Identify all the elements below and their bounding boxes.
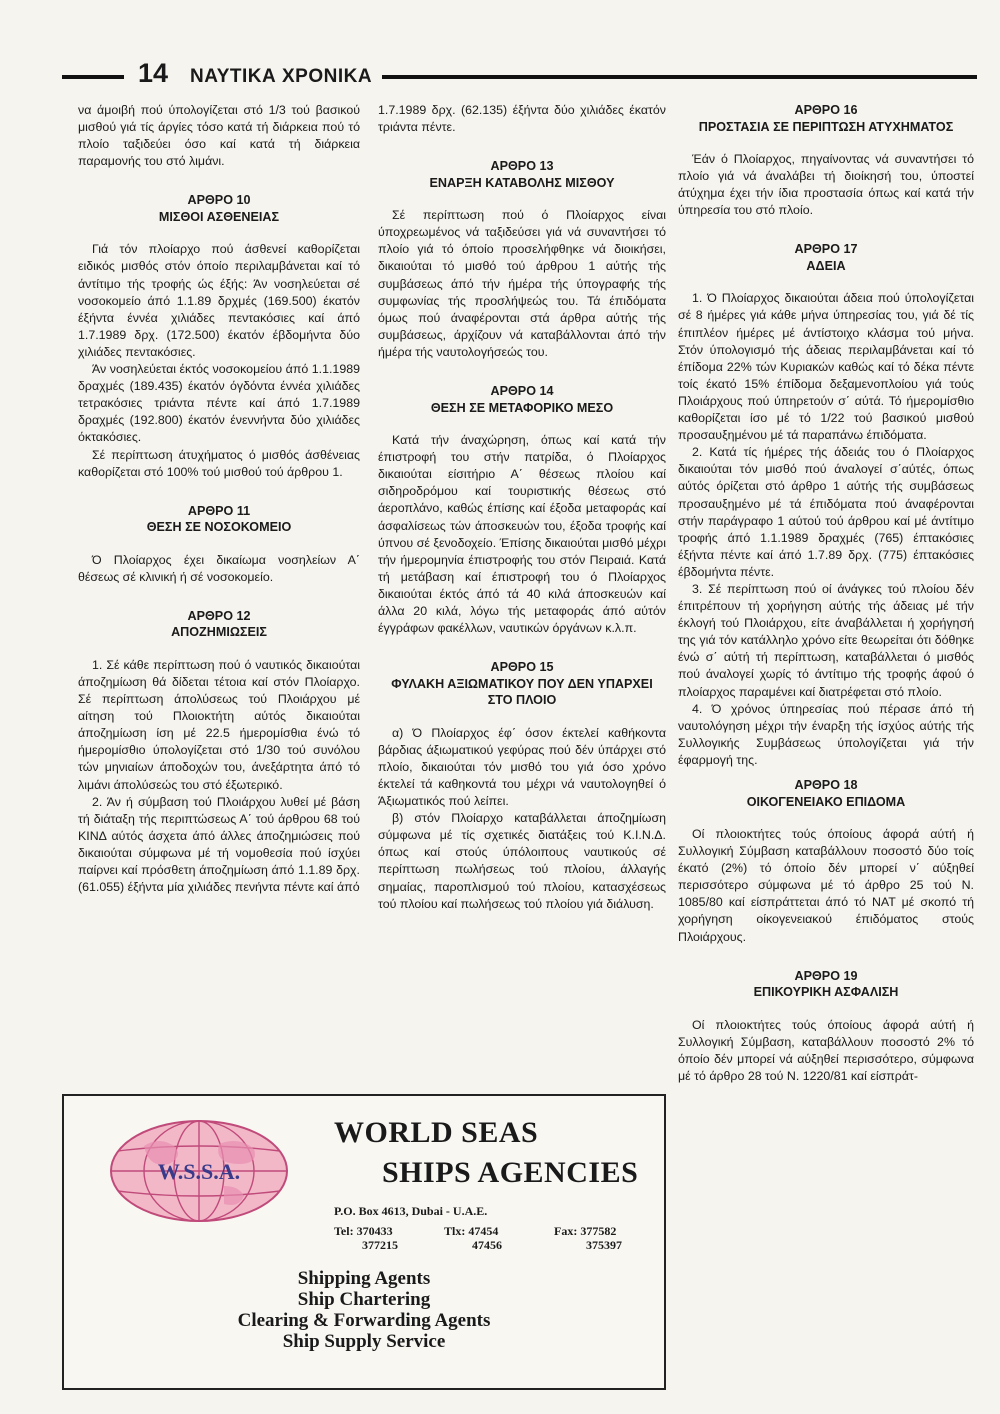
fax-number-1: 377582 [580,1224,617,1238]
contact-numbers [334,1224,622,1252]
article-17-number: ΑΡΘΡΟ 17 [794,242,858,257]
tel-label: Tel: [334,1224,354,1238]
logo-text: W.S.S.A. [157,1159,241,1184]
company-address: P.O. Box 4613, Dubai - U.A.E. [334,1204,488,1218]
company-name-line1: WORLD SEAS [334,1116,539,1149]
article-17-paragraph: 4. Ό χρόνος ύπηρεσίας πού πέρασε άπό τή ναυτολόγηση μέχρι τήν έναρξη τής ίσχύος αύτής τής Συλλογικής Συμβάσεως ύπολογίζεται γιά τήν έφαρμογή της. [678,701,974,767]
article-13-number: ΑΡΘΡΟ 13 [490,159,554,174]
article-19-title: ΕΠΙΚΟΥΡΙΚΗ ΑΣΦΑΛΙΣΗ [753,985,899,1000]
article-19-paragraph: Οί πλοιοκτήτες τούς όποίους άφορά αύτή ή Συλλογική Σύμβαση, καταβάλλουν ποσοστό 2% τό όποίο δέν μπορεί νά αύξηθεί περισσότερο, σύμφωνα μέ τό άρθρο 28 τού Ν. 1220/81 καί είσπράτ- [678,1017,974,1083]
article-12-paragraph: 2. Άν ή σύμβαση τού Πλοιάρχου λυθεί μέ βάση τή διάταξη τής περιπτώσεως Α΄ τού άρθρου 68 τού ΚΙΝΔ αύτός άσχετα άπό άλλες άποζημιώσεις πού δικαιούται σύμφωνα μέ τή νομοθεσία πού ίσχύει παίρνει καί πρόσθετη άποζημίωση άπό 1.1.89 δρχ. (61.055) έξήντα μία χιλιάδες πενήντα πέντε καί άπό [78,794,360,895]
continued-paragraph: να άμοιβή πού ύπολογίζεται στό 1/3 τού βασικού μισθού γιά τίς άργίες τόσο κατά τή διάρκεια πού τό πλοίο ταξιδεύει όσο καί κατά τή διάρκεια παραμονής του στό λιμάνι. [78,103,360,169]
page-header [62,58,977,88]
article-18-number: ΑΡΘΡΟ 18 [794,778,858,792]
article-11-number: ΑΡΘΡΟ 11 [187,503,251,518]
column-2 [378,102,666,913]
article-14-paragraph: Κατά τήν άναχώρηση, όπως καί κατά τήν έπιστροφή του στήν πατρίδα, ό Πλοίαρχος δικαιούται είσιτήριο Α΄ θέσεως πλοίου καί σιδηροδρόμου καί τουριστικής θέσεως στό άεροπλάνο, καθώς έπίσης καί έξοδα μεταφοράς καί άσφαλίσεως τών άποσκευών του, έξοδα τροφής καί ύπνου σέ ξενοδοχείο. Έπίσης δικαιούται μισθό μέχρι τήν ήμερομηνία έπιστροφής του στόν Πειραιά. Κατά τή μετάβαση καί έπιστροφή του ό Πλοίαρχος δικαιούται έκτός άπό τά 40 κιλά άποσκευών καί άλλα 20 κιλά, λόγω τής μεταφοράς άπό αύτόν έγγράφων φακέλλων, ναυτικών όργάνων κ.λ.π. [378,433,666,636]
page-number: 14 [138,58,169,88]
wssa-globe-logo [104,1116,294,1226]
telex-number-2: 47456 [472,1238,502,1252]
service-item: Ship Chartering [297,1289,431,1310]
telex-number-1: 47454 [468,1224,499,1238]
article-11-paragraph: Ό Πλοίαρχος έχει δικαίωμα νοσηλείων Α΄ θέσεως σέ κλινική ή σέ νοσοκομείο. [78,552,360,584]
service-item: Clearing & Forwarding Agents [237,1310,491,1331]
column-3 [678,102,974,1085]
article-15-title: ΦΥΛΑΚΗ ΑΞΙΩΜΑΤΙΚΟΥ ΠΟΥ ΔΕΝ ΥΠΑΡΧΕΙ ΣΤΟ ΠΛΟΙΟ [391,676,653,708]
article-11-title: ΘΕΣΗ ΣΕ ΝΟΣΟΚΟΜΕΙΟ [146,520,292,535]
tel-number-1: 370433 [356,1224,393,1238]
service-item: Shipping Agents [297,1268,431,1289]
article-12-paragraph: 1. Σέ κάθε περίπτωση πού ό ναυτικός δικαιούται άποζημίωση θά δίδεται τέτοια καί στόν Πλοίαρχο. Σέ περίπτωση άπολύσεως τού Πλοιάρχου μέ αίτηση τού Πλοιοκτήτη αύτός δικαιούται άποζημίωση ίση μέ 22.5 ήμερομίσθια ένώ τό ήμερομίσθιο ύπολογίζεται στό 1/30 τού συνόλου τών μηνιαίων άποδοχών του, άνεξάρτητα άπό τό λιμάνι άπολύσεώς του στό έξωτερικό. [78,657,360,792]
article-10-number: ΑΡΘΡΟ 10 [187,193,251,208]
article-10-title: ΜΙΣΘΟΙ ΑΣΘΕΝΕΙΑΣ [158,209,280,224]
service-item: Ship Supply Service [282,1331,446,1352]
article-17-paragraph: 2. Κατά τίς ήμέρες τής άδειάς του ό Πλοίαρχος δικαιούται τόν μισθό πού άναλογεί σ΄αύτές, όπως αύτός όρίζεται στό άρθρο 1 αύτής τής συμβάσεως προσαυξημένο μέ τά έπιδόματα πού άναφέρονται στήν παράγραφο 1 αύτού τού άρθρου καί μέ άντίτιμο τροφής άπό 1.1.1989 δραχμές (765) έπτακόσιες έξήντα πέντε καί άπό 1.7.89 δρχ. (775) έπτακόσιες έβδομήντα πέντε. [678,445,974,579]
header-rule-left [62,75,124,79]
article-17-title: ΑΔΕΙΑ [806,258,846,273]
article-17-paragraph: 1. Ό Πλοίαρχος δικαιούται άδεια πού ύπολογίζεται σέ 8 ήμέρες γιά κάθε μήνα ύπηρεσίας του, γιά δέ τίς έπιπλέον ήμέρες μέ άντίστοιχο κλάσμα τού μήνα. Στόν ύπολογισμό τής άδειας περιλαμβάνεται καί τό έπίδομα 22% τών Κυριακών καθώς καί τό δέκα πέντε τοίς έκατό 15% έπίδομα δεξαμενοπλοίου γιά τούς Πλοιάρχους πού ύπηρετούν σ΄ αύτά. Τό ήμερομίσθιο καθορίζεται ίσο μέ τό 1/22 τού βασικού μισθού προσαυξημένου μέ τά παραπάνω έπιδόματα. [678,291,974,443]
article-16-paragraph: Έάν ό Πλοίαρχος, πηγαίνοντας νά συναντήσει τό πλοίο γιά νά άναλάβει τή διοίκησή του, ύποστεί άτύχημα έχει τήν ίδια προστασία όπως καί κατά τήν ύπηρεσία του στό πλοίο. [678,152,974,218]
tel-number-2: 377215 [362,1238,398,1252]
article-18-paragraph: Οί πλοιοκτήτες τούς όποίους άφορά αύτή ή Συλλογική Σύμβαση καταβάλλουν ποσοστό δύο τοίς έκατό (2%) τό όποίο δέν μπορεί ν΄ αύξηθεί περισσότερο σύμφωνα μέ τό άρθρο 25 τού Ν. 1085/80 καί είσπράττεται άπό τό ΝΑΤ μέ σκοπό τή χορήγηση οίκογενειακού έπιδόματος στούς Πλοιάρχους. [678,827,974,944]
article-12-title: ΑΠΟΖΗΜΙΩΣΕΙΣ [171,625,267,640]
article-12-number: ΑΡΘΡΟ 12 [187,608,251,623]
telex-label: Tlx: [444,1224,466,1238]
fax-label: Fax: [554,1224,578,1238]
article-16-number: ΑΡΘΡΟ 16 [794,103,858,117]
article-15-number: ΑΡΘΡΟ 15 [490,660,554,675]
publication-title: ΝΑΥΤΙΚΑ ΧΡΟΝΙΚΑ [190,66,373,87]
article-19-number: ΑΡΘΡΟ 19 [794,968,858,983]
article-17-paragraph: 3. Σέ περίπτωση πού οί άνάγκες τού πλοίου δέν έπιτρέπουν τή χορήγηση αύτής τής άδειας μέ τήν έκλογή τού Πλοιάρχου, είτε άναβάλλεται ή χορήγησή της γιά τόν κατάλληλο χρόνο είτε θεωρείται ότι δόθηκε ένώ σ΄ αύτή τή περίπτωση, καταβάλλεται ό μισθός πού άναλογεί χωρίς τό άντίτιμο τής τροφής άφού ό πλοίαρχος παραμένει καί διατρέφεται στό πλοίο. [678,581,974,699]
article-18-title: ΟΙΚΟΓΕΝΕΙΑΚΟ ΕΠΙΔΟΜΑ [746,794,906,809]
fax-number-2: 375397 [586,1238,622,1252]
column-1 [78,102,360,896]
article-13-paragraph: Σέ περίπτωση πού ό Πλοίαρχος είναι ύποχρεωμένος νά ταξιδεύσει γιά νά συναντήσει τό πλοίο γιά τό όποίο προσελήφθηκε νά διοικήσει, δικαιούται τό μισθό τού άρθρου 1 αύτής τής συμβάσεως άπό τήν ήμέρα τής ύπογραφής τής συμφωνίας τής προσλήψεώς του. Τά έπιδόματα όμως πού άναφέρονται στά άρθρα αύτής τής συμβάσεως, άρχίζουν νά καταβάλλονται άπό τήν ήμέρα τής ναυτολογήσεώς του. [378,208,666,359]
company-name-line2: SHIPS AGENCIES [382,1156,639,1189]
services-list [64,1268,664,1352]
advertisement-box [62,1094,666,1390]
article-10-paragraph: Σέ περίπτωση άτυχήματος ό μισθός άσθένειας καθορίζεται στό 100% τού μισθού τού άρθρου 1. [78,447,360,479]
article-15-paragraph: β) στόν Πλοίαρχο καταβάλλεται άποζημίωση σύμφωνα μέ τίς σχετικές διατάξεις τού Κ.Ι.Ν.Δ. όπως καί στούς ύπόλοιπους ναυτικούς σέ περίπτωση πωλήσεως τού πλοίου, άλλαγής σημαίας, παροπλισμού τού πλοίου, κατασχέσεως τού πλοίου καί πωλήσεως τού πλοίου γιά διάλυση. [378,811,666,911]
article-13-title: ΕΝΑΡΞΗ ΚΑΤΑΒΟΛΗΣ ΜΙΣΘΟΥ [429,175,615,190]
continued-paragraph: 1.7.1989 δρχ. (62.135) έξήντα δύο χιλιάδες έκατόν τριάντα πέντε. [378,103,666,135]
header-rule-right [382,75,977,79]
article-15-paragraph: α) Ό Πλοίαρχος έφ΄ όσον έκτελεί καθήκοντα βάρδιας άξιωματικού γεφύρας πού δέν ύπάρχει στό πλοίο, δικαιούται τόν μισθό του γιά όσο χρόνο έκτελεί τά καθηκοντά του μέχρι νά ναυτολογηθεί ό Άξιωματικός πού λείπει. [378,725,666,809]
article-14-title: ΘΕΣΗ ΣΕ ΜΕΤΑΦΟΡΙΚΟ ΜΕΣΟ [430,400,614,415]
article-14-number: ΑΡΘΡΟ 14 [490,384,554,399]
article-10-paragraph: Γιά τόν πλοίαρχο πού άσθενεί καθορίζεται ειδικός μισθός στόν όποίο περιλαμβάνεται καί τό άντίτιμο τής τροφής ώς έξής: Άν νοσηλεύεται σέ νοσοκομείο άπό 1.1.89 δρχμές (169.500) έκατόν έξήντα έννέα χιλιάδες πεντακόσιες καί άπό 1.7.1989 δρχ. (172.500) έκατόν έβδομήντα δύο χιλιάδες πεντακόσιες. [78,242,360,359]
article-10-paragraph: Άν νοσηλεύεται έκτός νοσοκομείου άπό 1.1.1989 δραχμές (189.435) έκατόν όγδόντα έννέα χιλιάδες τετρακόσιες τριάντα πέντε καί άπό 1.7.1989 δραχμές (192.800) έκατόν ένεννήντα δύο χιλιάδες όκτακόσιες. [78,362,360,445]
article-16-title: ΠΡΟΣΤΑΣΙΑ ΣΕ ΠΕΡΙΠΤΩΣΗ ΑΤΥΧΗΜΑΤΟΣ [698,119,954,134]
